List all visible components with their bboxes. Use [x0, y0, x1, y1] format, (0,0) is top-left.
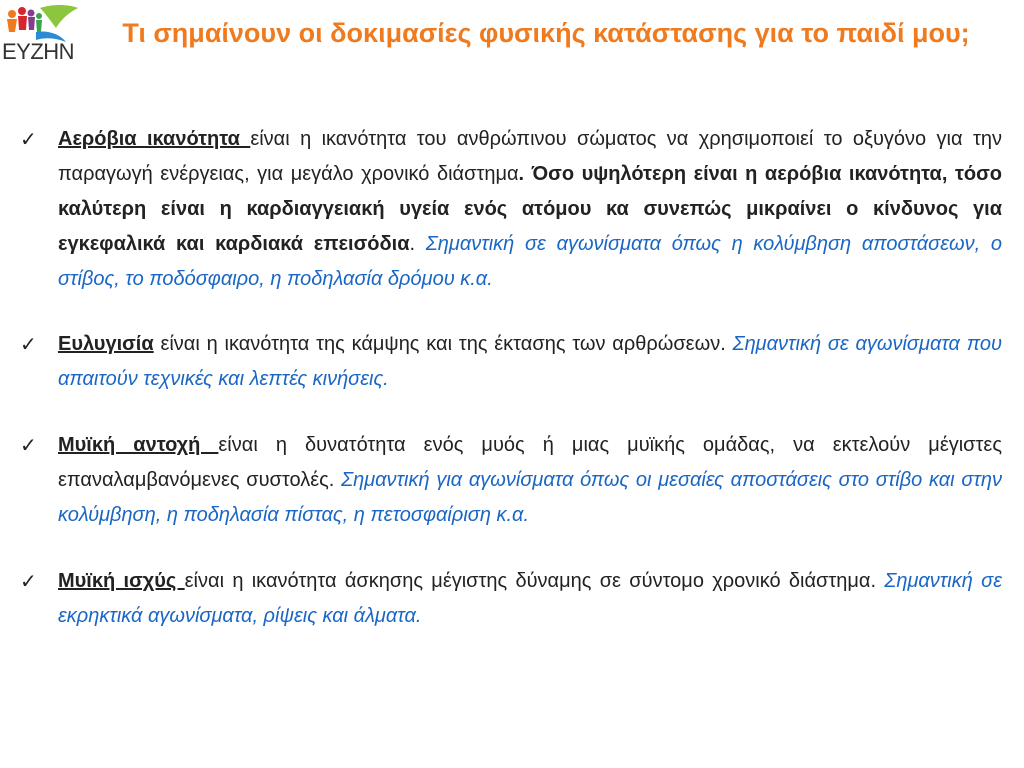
checkmark-icon: ✓	[20, 433, 37, 457]
checkmark-icon: ✓	[20, 569, 37, 593]
emphasis-text: . Όσο υψηλότερη είναι η αερόβια ικανότητα, τόσο καλύτερη είναι η καρδιαγγειακή υγεία ενός ατόμου κα συνεπώς μικραίνει ο κίνδυνος για εγκεφαλικά και καρδιακά επεισόδια	[58, 163, 1002, 255]
separator-text: .	[409, 233, 426, 255]
term-label: Αερόβια ικανότητα	[58, 128, 251, 150]
checkmark-icon: ✓	[20, 332, 37, 356]
sports-note: Σημαντική σε εκρηκτικά αγωνίσματα, ρίψεις και άλματα.	[58, 570, 1002, 627]
bullet-muscular-endurance	[20, 428, 1002, 533]
bullet-muscular-power	[20, 564, 1002, 634]
bullet-aerobic-capacity	[20, 122, 1002, 297]
sports-note: Σημαντική σε αγωνίσματα που απαιτούν τεχνικές και λεπτές κινήσεις.	[58, 333, 1002, 390]
bullet-list	[20, 122, 1002, 634]
sports-note: Σημαντική για αγωνίσματα όπως οι μεσαίες αποστάσεις στο στίβο και στην κολύμβηση, η ποδηλασία πίστας, η πετοσφαίριση κ.α.	[58, 469, 1003, 526]
definition-text: είναι η ικανότητα του ανθρώπινου σώματος να χρησιμοποιεί το οξυγόνο για την παραγωγή ενέργειας, για μεγάλο χρονικό διάστημα	[58, 128, 1002, 185]
bullet-flexibility	[20, 327, 1002, 397]
page-title: Τι σημαίνουν οι δοκιμασίες φυσικής κατάστασης για το παιδί μου;	[122, 18, 970, 48]
sports-note: Σημαντική σε αγωνίσματα όπως η κολύμβηση αποστάσεων, ο στίβος, το ποδόσφαιρο, η ποδηλασία δρόμου κ.α.	[58, 233, 1002, 290]
term-label: Μυϊκή αντοχή	[58, 434, 219, 456]
definition-text: είναι η ικανότητα άσκησης μέγιστης δύναμης σε σύντομο χρονικό διάστημα.	[184, 570, 885, 592]
definition-text: είναι η ικανότητα της κάμψης και της έκτασης των αρθρώσεων.	[153, 333, 733, 355]
term-label: Μυϊκή ισχύς	[58, 570, 185, 592]
logo	[0, 2, 92, 68]
term-label: Ευλυγισία	[58, 333, 154, 355]
definition-text: είναι η δυνατότητα ενός μυός ή μιας μυϊκής ομάδας, να εκτελούν μέγιστες επαναλαμβανόμενες συστολές.	[58, 434, 1002, 491]
logo-text: ΕΥΖΗΝ	[2, 39, 75, 64]
checkmark-icon: ✓	[20, 127, 37, 151]
